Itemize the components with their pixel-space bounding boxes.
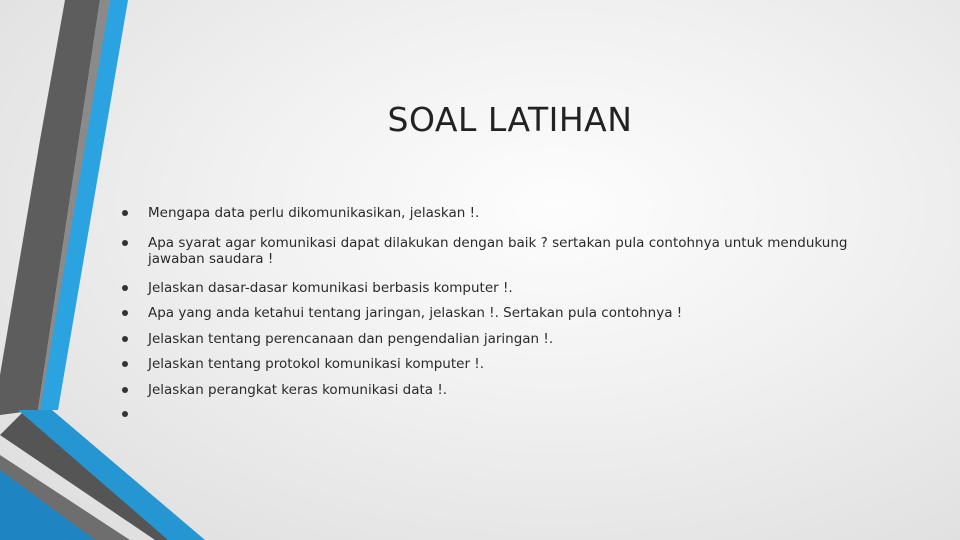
bullet-item-2: [118, 235, 878, 267]
bullet-item-5: [118, 331, 553, 347]
bullet-dot-icon: [122, 285, 128, 291]
bullet-dot-icon: [122, 310, 128, 316]
bullet-text: Apa syarat agar komunikasi dapat dilakukan dengan baik ? sertakan pula contohnya untuk mendukung jawaban saudara !: [148, 235, 848, 267]
bullet-dot-icon: [122, 411, 128, 417]
bullet-dot-icon: [122, 240, 128, 246]
bullet-dot-icon: [122, 336, 128, 342]
bullet-text: Apa yang anda ketahui tentang jaringan, jelaskan !. Sertakan pula contohnya !: [148, 305, 683, 321]
bullet-text: Jelaskan dasar-dasar komunikasi berbasis komputer !.: [148, 280, 513, 296]
bullet-item-3: [118, 280, 513, 296]
bullet-dot-icon: [122, 387, 128, 393]
bullet-item-4: [118, 305, 682, 321]
bullet-dot-icon: [122, 361, 128, 367]
bullet-dot-icon: [122, 210, 128, 216]
bullet-text: Jelaskan tentang perencanaan dan pengendalian jaringan !.: [148, 331, 554, 347]
slide-title: SOAL LATIHAN: [387, 100, 633, 139]
bullet-text: Jelaskan perangkat keras komunikasi data !.: [148, 382, 448, 398]
bullet-item-1: [118, 205, 479, 221]
bullet-item-7: [118, 382, 447, 398]
bullet-item-6: [118, 356, 484, 372]
bullet-text: Mengapa data perlu dikomunikasikan, jelaskan !.: [148, 205, 480, 221]
bullet-text: Jelaskan tentang protokol komunikasi komputer !.: [148, 356, 485, 372]
